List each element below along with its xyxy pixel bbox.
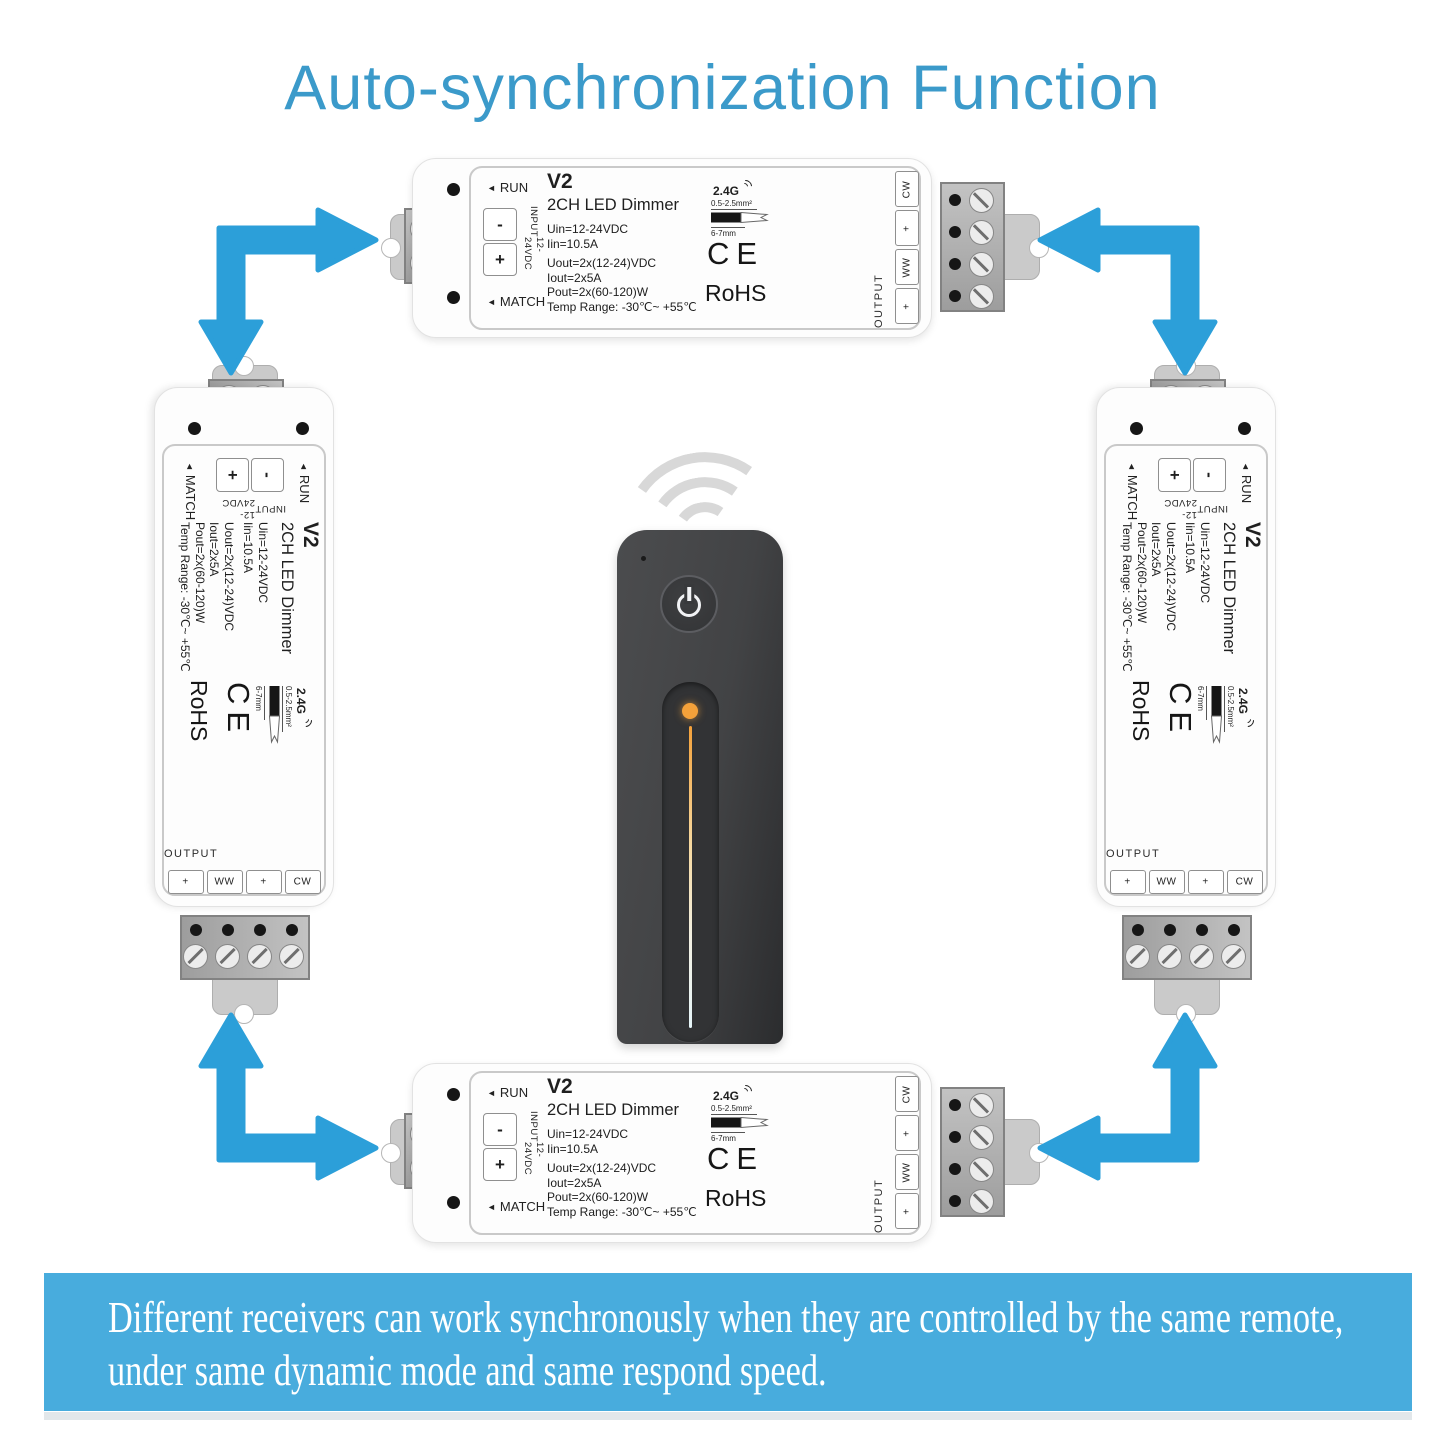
label-panel <box>1104 444 1268 896</box>
wire-contact <box>286 924 298 936</box>
input-specs: Uin=12-24VDC Iin=10.5A <box>547 1127 629 1156</box>
receiver-body <box>412 1063 932 1243</box>
output-ww-label: WW <box>1149 870 1185 894</box>
match-led <box>447 1196 460 1209</box>
radio-frequency-label: 2.4G <box>294 688 314 729</box>
wire-spec <box>1196 686 1235 752</box>
input-plus-label: + <box>216 458 249 492</box>
input-voltage-label: INPUT 12-24VDC <box>221 497 286 520</box>
input-plus-label: + <box>483 1148 517 1181</box>
input-voltage-label: INPUT 12-24VDC <box>522 1111 545 1176</box>
wire-contact <box>190 924 202 936</box>
terminal-screw <box>969 188 994 213</box>
touch-dimming-slider <box>662 682 719 1042</box>
strip-length-label: 6-7mm <box>711 1132 745 1143</box>
run-led <box>1238 422 1251 435</box>
ce-mark: CE <box>1163 682 1198 740</box>
label-panel <box>469 1071 921 1235</box>
wire-spec <box>254 686 293 752</box>
strip-length-label: 6-7mm <box>254 686 265 720</box>
output-ww-label: WW <box>895 1154 919 1190</box>
output-terminal-block <box>180 915 310 980</box>
left-triangle-icon: ◄ <box>487 1202 496 1212</box>
terminal-screw <box>1221 944 1246 969</box>
label-panel <box>469 166 921 330</box>
left-triangle-icon: ◄ <box>1127 462 1137 471</box>
rohs-mark: RoHS <box>186 680 212 742</box>
rohs-mark: RoHS <box>705 1185 767 1211</box>
wire-gauge-label: 0.5-2.5mm² <box>282 686 293 732</box>
terminal-screw <box>1157 944 1182 969</box>
stripped-wire-icon <box>711 1115 771 1130</box>
wire-contact <box>1228 924 1240 936</box>
output-terminal-labels <box>1107 870 1263 894</box>
match-led <box>447 291 460 304</box>
terminal-screw <box>969 1157 994 1182</box>
output-terminal-block <box>940 1087 1005 1217</box>
output-specs: Uout=2x(12-24)VDC Iout=2x5A Pout=2x(60-120)W Temp Range: -30℃~ +55℃ <box>547 1161 697 1219</box>
run-label: ◄RUN <box>297 462 312 504</box>
output-label: OUTPUT <box>1106 848 1161 860</box>
input-minus-label: - <box>251 458 284 492</box>
output-label: OUTPUT <box>164 848 219 860</box>
wifi-icon <box>301 714 314 729</box>
input-minus-label: - <box>483 208 517 241</box>
terminal-screw <box>215 944 240 969</box>
wire-contact <box>949 226 961 238</box>
output-specs: Uout=2x(12-24)VDC Iout=2x5A Pout=2x(60-120)W Temp Range: -30℃~ +55℃ <box>178 522 236 672</box>
model-name: V2 <box>547 170 573 193</box>
output-ww-label: WW <box>895 249 919 285</box>
run-led <box>296 422 309 435</box>
input-specs: Uin=12-24VDC Iin=10.5A <box>1183 522 1212 604</box>
rohs-mark: RoHS <box>1128 680 1154 742</box>
terminal-screw <box>279 944 304 969</box>
wire-contact <box>1164 924 1176 936</box>
input-minus-label: - <box>483 1113 517 1146</box>
indicator-hole <box>641 556 646 561</box>
radio-frequency-label: 2.4G <box>1236 688 1256 729</box>
wire-spec <box>711 199 777 238</box>
output-label: OUTPUT <box>873 273 885 328</box>
input-voltage-label: INPUT 12-24VDC <box>1163 497 1228 520</box>
run-label: ◄ RUN <box>487 1085 529 1100</box>
wire-contact <box>949 1163 961 1175</box>
output-plus-label: + <box>895 288 919 324</box>
model-name: V2 <box>299 522 322 548</box>
input-specs: Uin=12-24VDC Iin=10.5A <box>547 222 629 251</box>
ce-mark: CE <box>221 682 256 740</box>
terminal-screw <box>1125 944 1150 969</box>
output-plus-label: + <box>895 210 919 246</box>
output-terminal-labels <box>165 870 321 894</box>
receiver-body <box>412 158 932 338</box>
match-led <box>188 422 201 435</box>
run-label: ◄RUN <box>1239 462 1254 504</box>
sync-arrow-top-left <box>196 205 396 390</box>
wire-contact <box>949 290 961 302</box>
stripped-wire-icon <box>1209 686 1224 746</box>
slider-gradient-track <box>689 726 693 1028</box>
remote-control <box>617 530 783 1044</box>
sync-arrow-bottom-right <box>1020 998 1220 1183</box>
terminal-screw <box>183 944 208 969</box>
left-triangle-icon: ◄ <box>487 297 496 307</box>
product-name: 2CH LED Dimmer <box>547 1101 680 1119</box>
wifi-icon <box>1243 714 1256 729</box>
output-terminal-block <box>1122 915 1252 980</box>
output-cw-label: CW <box>895 1076 919 1112</box>
terminal-screw <box>247 944 272 969</box>
receiver-top <box>390 152 1040 342</box>
model-name: V2 <box>1241 522 1264 548</box>
output-plus-label: + <box>895 1193 919 1229</box>
output-plus-label: + <box>168 870 204 894</box>
left-triangle-icon: ◄ <box>299 462 309 471</box>
ce-mark: CE <box>707 1141 765 1176</box>
terminal-screw <box>969 1189 994 1214</box>
wire-contact <box>949 1195 961 1207</box>
receiver-body <box>1096 387 1276 907</box>
rohs-mark: RoHS <box>705 280 767 306</box>
wire-contact <box>949 1099 961 1111</box>
wire-gauge-label: 0.5-2.5mm² <box>711 199 757 210</box>
match-label: ◄ MATCH <box>487 1199 546 1214</box>
match-led <box>1130 422 1143 435</box>
wire-contact <box>949 194 961 206</box>
input-terminal-labels <box>483 208 517 278</box>
input-plus-label: + <box>483 243 517 276</box>
output-terminal-labels <box>895 171 919 327</box>
product-name: 2CH LED Dimmer <box>547 196 680 214</box>
caption-banner <box>44 1273 1412 1411</box>
output-cw-label: CW <box>1227 870 1263 894</box>
input-terminal-labels <box>214 458 284 492</box>
left-triangle-icon: ◄ <box>487 1088 496 1098</box>
match-label: ◄ MATCH <box>487 294 546 309</box>
sync-arrow-bottom-left <box>196 998 396 1183</box>
caption-line-2: under same dynamic mode and same respond speed. <box>108 1346 827 1395</box>
match-label: ◄MATCH <box>1125 462 1140 521</box>
output-plus-label: + <box>246 870 282 894</box>
terminal-screw <box>969 284 994 309</box>
output-plus-label: + <box>1188 870 1224 894</box>
output-label: OUTPUT <box>873 1178 885 1233</box>
label-panel <box>162 444 326 896</box>
wire-contact <box>254 924 266 936</box>
power-button <box>660 575 718 633</box>
output-specs: Uout=2x(12-24)VDC Iout=2x5A Pout=2x(60-120)W Temp Range: -30℃~ +55℃ <box>1120 522 1178 672</box>
match-label: ◄MATCH <box>183 462 198 521</box>
wire-spec <box>711 1104 777 1143</box>
output-terminal-labels <box>895 1076 919 1232</box>
run-label: ◄ RUN <box>487 180 529 195</box>
receiver-right <box>1092 365 1282 1015</box>
page-title: Auto-synchronization Function <box>284 53 1161 123</box>
radio-frequency-label: 2.4G <box>713 1083 754 1103</box>
receiver-bottom <box>390 1057 1040 1247</box>
output-plus-label: + <box>1110 870 1146 894</box>
wire-gauge-label: 0.5-2.5mm² <box>711 1104 757 1115</box>
input-terminal-labels <box>483 1113 517 1183</box>
wire-contact <box>949 1131 961 1143</box>
product-name: 2CH LED Dimmer <box>1220 522 1238 655</box>
sync-arrow-top-right <box>1020 205 1220 390</box>
receiver-body <box>154 387 334 907</box>
banner-shadow <box>44 1412 1412 1420</box>
terminal-screw <box>969 252 994 277</box>
output-plus-label: + <box>895 1115 919 1151</box>
wifi-icon <box>739 178 754 191</box>
caption-line-1: Different receivers can work synchronously when they are controlled by the same remote, <box>108 1293 1344 1342</box>
radio-frequency-label: 2.4G <box>713 178 754 198</box>
run-led <box>447 1088 460 1101</box>
strip-length-label: 6-7mm <box>1196 686 1207 720</box>
wire-contact <box>1196 924 1208 936</box>
input-terminal-labels <box>1156 458 1226 492</box>
stripped-wire-icon <box>267 686 282 746</box>
strip-length-label: 6-7mm <box>711 227 745 238</box>
receiver-left <box>150 365 340 1015</box>
wire-contact <box>222 924 234 936</box>
left-triangle-icon: ◄ <box>1241 462 1251 471</box>
wire-contact <box>1132 924 1144 936</box>
run-led <box>447 183 460 196</box>
wire-contact <box>949 258 961 270</box>
input-minus-label: - <box>1193 458 1226 492</box>
output-cw-label: CW <box>285 870 321 894</box>
stripped-wire-icon <box>711 210 771 225</box>
left-triangle-icon: ◄ <box>487 183 496 193</box>
output-cw-label: CW <box>895 171 919 207</box>
output-specs: Uout=2x(12-24)VDC Iout=2x5A Pout=2x(60-120)W Temp Range: -30℃~ +55℃ <box>547 256 697 314</box>
product-name: 2CH LED Dimmer <box>278 522 296 655</box>
input-voltage-label: INPUT 12-24VDC <box>522 206 545 271</box>
input-plus-label: + <box>1158 458 1191 492</box>
wire-gauge-label: 0.5-2.5mm² <box>1224 686 1235 732</box>
terminal-screw <box>1189 944 1214 969</box>
terminal-screw <box>969 1125 994 1150</box>
wifi-icon <box>739 1083 754 1096</box>
output-ww-label: WW <box>207 870 243 894</box>
terminal-screw <box>969 220 994 245</box>
input-specs: Uin=12-24VDC Iin=10.5A <box>241 522 270 604</box>
ce-mark: CE <box>707 236 765 271</box>
power-icon <box>677 593 701 617</box>
slider-indicator-dot <box>682 703 698 719</box>
model-name: V2 <box>547 1075 573 1098</box>
output-terminal-block <box>940 182 1005 312</box>
left-triangle-icon: ◄ <box>185 462 195 471</box>
terminal-screw <box>969 1093 994 1118</box>
